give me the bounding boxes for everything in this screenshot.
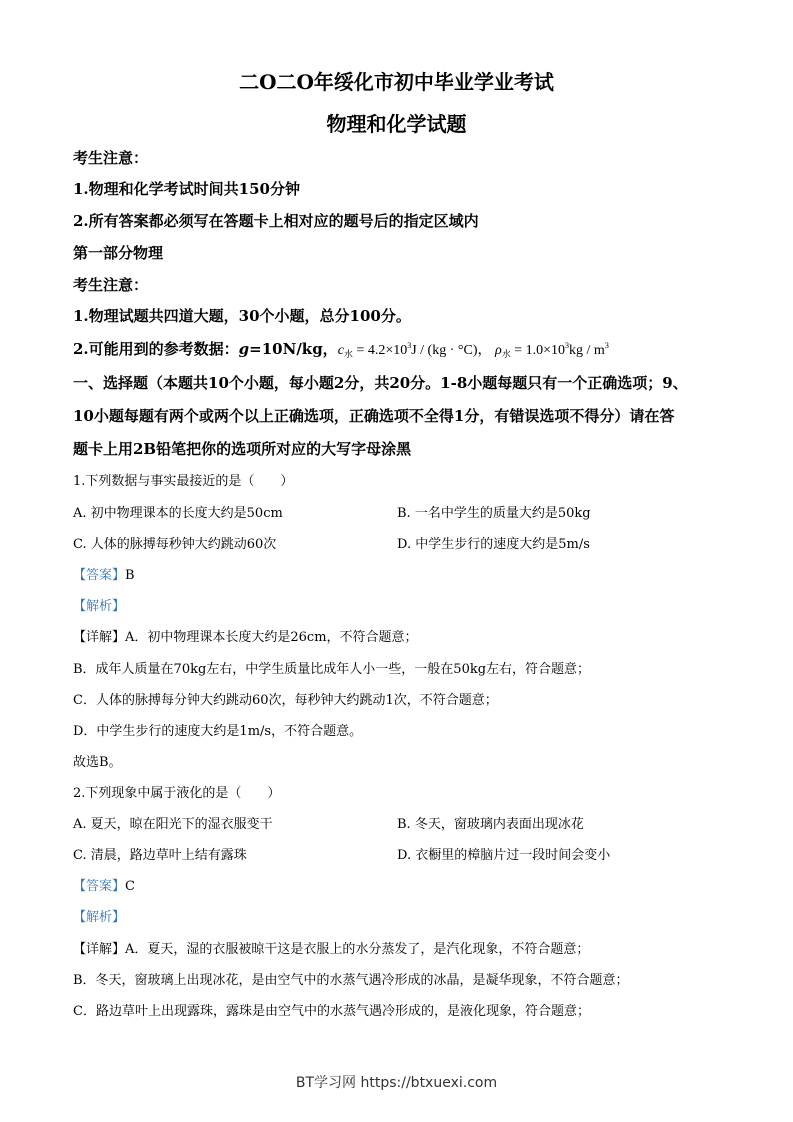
- detail-line: 故选B。: [73, 755, 122, 770]
- detail-line: D．中学生步行的速度大约是1m/s，不符合题意。: [73, 724, 363, 739]
- c-symbol: c: [337, 343, 344, 358]
- rho-symbol: ρ: [494, 343, 502, 358]
- label: 2.可能用到的参考数据：: [73, 340, 239, 358]
- option-a: A. 夏天，晾在阳光下的湿衣服变干: [73, 817, 273, 832]
- answer-label: 【答案】: [73, 568, 126, 583]
- option-c: C. 人体的脉搏每秒钟大约跳动60次: [73, 537, 277, 552]
- question-stem: 1.下列数据与事实最接近的是（ ）: [73, 474, 294, 489]
- rho-unit: kg / m: [569, 343, 605, 358]
- section-instruction: 一、选择题（本题共10个小题，每小题2分，共20分。1-8小题每题只有一个正确选项；9、: [73, 374, 688, 392]
- analysis-label: 【解析】: [73, 599, 126, 614]
- notice-item: 1.物理和化学考试时间共150分钟: [73, 180, 300, 198]
- option-c: C. 清晨，路边草叶上结有露珠: [73, 848, 247, 863]
- detail-line: B．冬天，窗玻璃上出现冰花，是由空气中的水蒸气遇冷形成的冰晶，是凝华现象，不符合题意；: [73, 973, 629, 988]
- g-value: =10N/kg，: [249, 340, 338, 358]
- c-exp: 3: [407, 341, 412, 350]
- option-b: B. 冬天，窗玻璃内表面出现冰花: [397, 817, 584, 832]
- option-d: D. 衣橱里的樟脑片过一段时间会变小: [397, 848, 611, 863]
- detail-line: C．路边草叶上出现露珠，露珠是由空气中的水蒸气遇冷形成的，是液化现象，符合题意；: [73, 1004, 590, 1019]
- exam-title: 二O二O年绥化市初中毕业学业考试: [239, 70, 554, 94]
- footer-watermark: BT学习网 https://btxuexi.com: [295, 1075, 498, 1091]
- detail-line: 【详解】A．夏天，湿的衣服被晾干这是衣服上的水分蒸发了，是汽化现象，不符合题意；: [73, 942, 590, 957]
- c-value: = 4.2×10: [352, 343, 408, 358]
- option-a: A. 初中物理课本的长度大约是50cm: [73, 506, 283, 521]
- rho-value: = 1.0×10: [510, 343, 566, 358]
- detail-line: B．成年人质量在70kg左右，中学生质量比成年人小一些，一般在50kg左右，符合题意；: [73, 662, 591, 677]
- notice-item: 1.物理试题共四道大题，30个小题，总分100分。: [73, 307, 411, 325]
- rho-unit-exp: 3: [604, 341, 609, 350]
- answer-value: C: [125, 879, 135, 894]
- answer: [73, 569, 135, 582]
- notice-item: 2.所有答案都必须写在答题卡上相对应的题号后的指定区域内: [73, 212, 479, 230]
- rho-exp: 3: [565, 341, 570, 350]
- part-heading: 第一部分物理: [73, 244, 164, 262]
- g-symbol: g: [238, 340, 250, 358]
- detail-line: 【详解】A．初中物理课本长度大约是26cm，不符合题意；: [73, 630, 418, 645]
- rho-sub: 水: [501, 349, 511, 359]
- c-sub: 水: [343, 349, 353, 359]
- section-instruction: 题卡上用2B铅笔把你的选项所对应的大写字母涂黑: [73, 440, 412, 458]
- reference-data: [73, 342, 609, 359]
- exam-subtitle: 物理和化学试题: [326, 112, 467, 136]
- option-b: B. 一名中学生的质量大约是50kg: [397, 506, 591, 521]
- question-stem: 2.下列现象中属于液化的是（ ）: [73, 786, 281, 801]
- analysis-label: 【解析】: [73, 910, 126, 925]
- notice-heading: 考生注意：: [73, 149, 149, 167]
- notice-heading: 考生注意：: [73, 276, 149, 294]
- c-unit: J / (kg · °C)，: [411, 343, 492, 358]
- answer-value: B: [125, 568, 135, 583]
- answer-label: 【答案】: [73, 879, 126, 894]
- answer: [73, 880, 135, 893]
- section-instruction: 10小题每题有两个或两个以上正确选项，正确选项不全得1分，有错误选项不得分）请在答: [73, 407, 675, 425]
- option-d: D. 中学生步行的速度大约是5m/s: [397, 537, 590, 552]
- detail-line: C．人体的脉搏每分钟大约跳动60次，每秒钟大约跳动1次，不符合题意；: [73, 693, 498, 708]
